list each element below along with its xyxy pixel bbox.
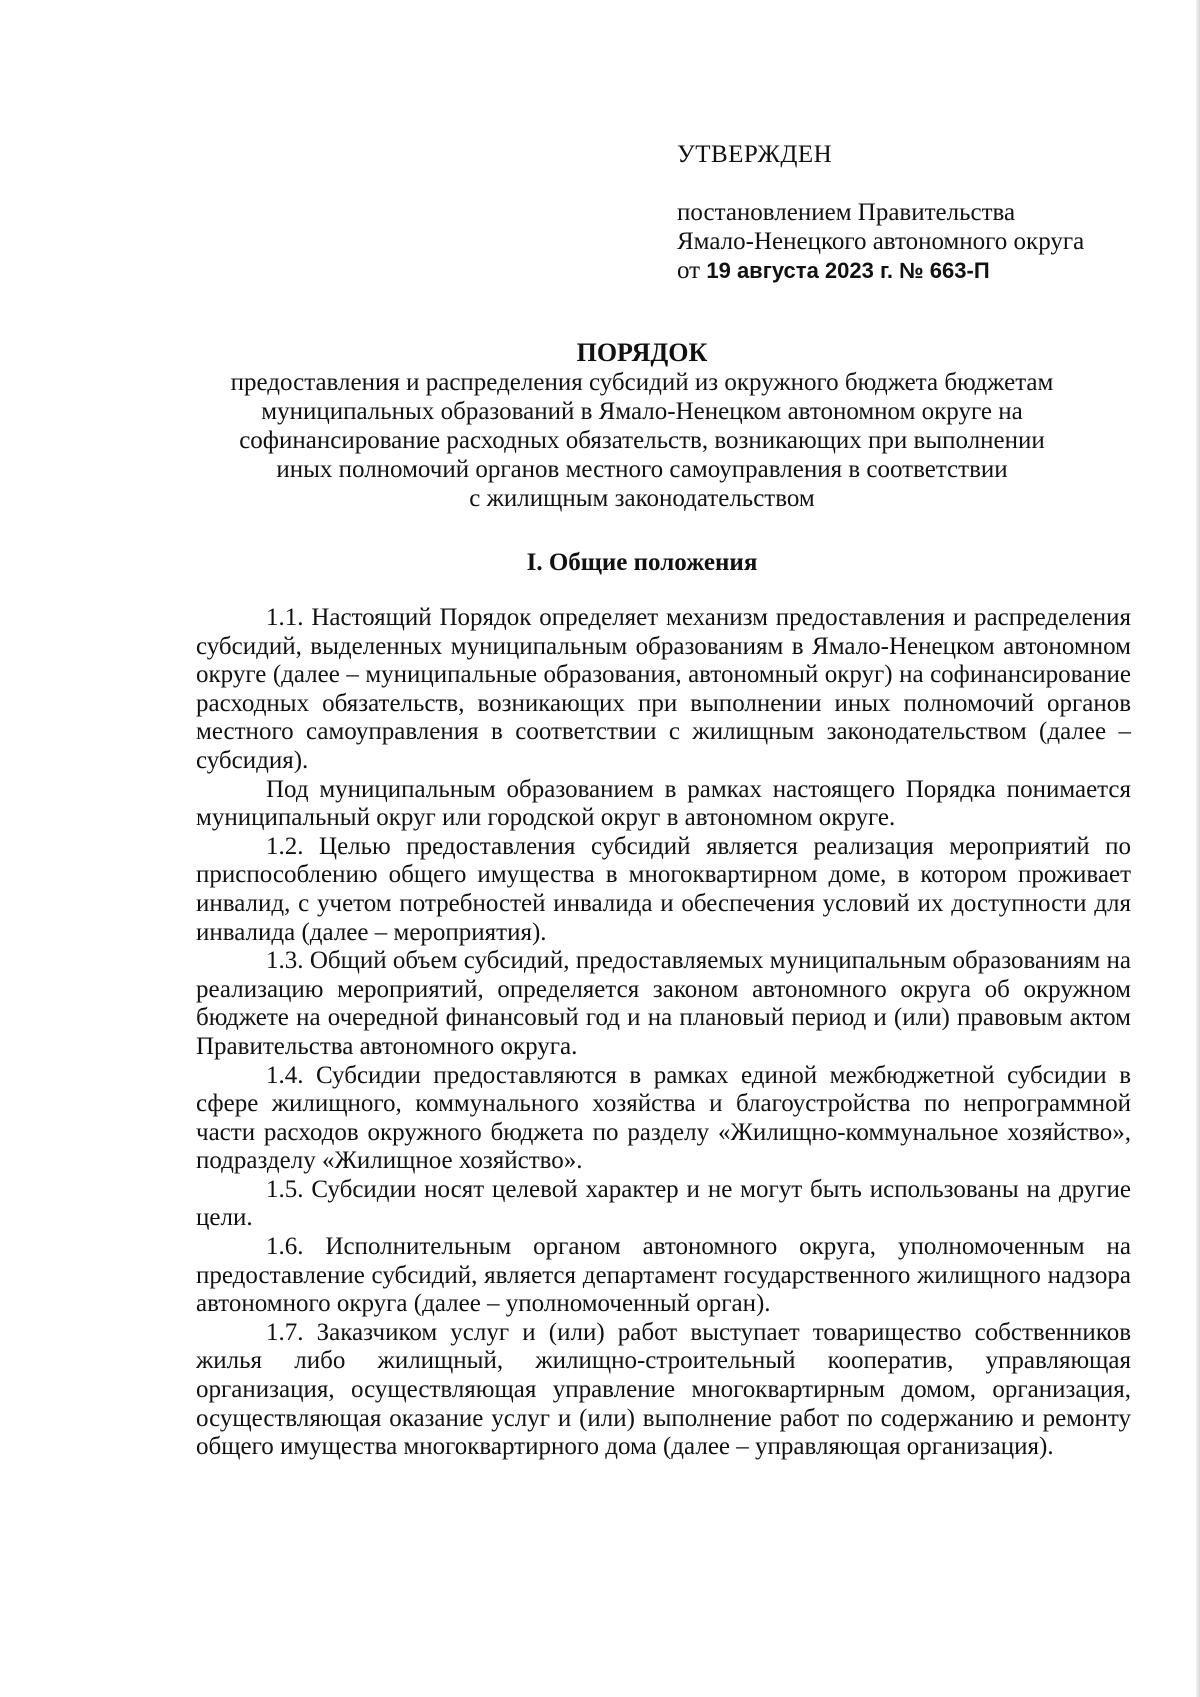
paragraph-1-5: 1.5. Субсидии носят целевой характер и не могут быть использованы на другие цели. xyxy=(196,1175,1131,1232)
document-subtitle-line: иных полномочий органов местного самоуправления в соответствии xyxy=(276,456,1008,483)
document-subtitle-line: с жилищным законодательством xyxy=(469,485,815,512)
section-body xyxy=(196,604,1131,1462)
approval-date-line xyxy=(677,256,1157,285)
document-subtitle-line: софинансирование расходных обязательств, возникающих при выполнении xyxy=(239,427,1045,454)
document-subtitle-line: предоставления и распределения субсидий из окружного бюджета бюджетам xyxy=(230,369,1054,396)
paragraph-1-1: 1.1. Настоящий Порядок определяет механизм предоставления и распределения субсидий, выделенных муниципальным образованиям в Ямало-Ненецком автономном округе (далее – муниципальные образования, автономный округ) на софинансирование расходных обязательств, возникающих при выполнении иных полномочий органов местного самоуправления в соответствии с жилищным законодательством (далее – субсидия). xyxy=(196,604,1131,774)
paragraph-1-2: 1.2. Целью предоставления субсидий является реализация мероприятий по приспособлению общего имущества в многоквартирном доме, в котором проживает инвалид, с учетом потребностей инвалида и обеспечения условий их доступности для инвалида (далее – мероприятия). xyxy=(196,832,1131,946)
approval-line-1: постановлением Правительства xyxy=(677,199,1016,226)
document-title-block xyxy=(196,338,1088,513)
section-heading: I. Общие положения xyxy=(526,549,758,576)
approval-line-2: Ямало-Ненецкого автономного округа xyxy=(677,228,1085,255)
paragraph-1-7: 1.7. Заказчиком услуг и (или) работ выступает товарищество собственников жилья либо жилищный, жилищно-строительный кооператив, управляющая организация, осуществляющая управление многоквартирным домом, организация, осуществляющая оказание услуг и (или) выполнение работ по содержанию и ремонту общего имущества многоквартирного дома (далее – управляющая организация). xyxy=(196,1318,1131,1461)
paragraph-definition: Под муниципальным образованием в рамках настоящего Порядка понимается муниципальный округ или городской округ в автономном округе. xyxy=(196,775,1131,832)
paragraph-1-6: 1.6. Исполнительным органом автономного округа, уполномоченным на предоставление субсидий, является департамент государственного жилищного надзора автономного округа (далее – уполномоченный орган). xyxy=(196,1233,1131,1318)
paragraph-1-3: 1.3. Общий объем субсидий, предоставляемых муниципальным образованиям на реализацию мероприятий, определяется законом автономного округа об окружном бюджете на очередной финансовый год и на плановый период и (или) правовым актом Правительства автономного округа. xyxy=(196,947,1131,1060)
document-title: ПОРЯДОК xyxy=(576,338,708,367)
approval-date-prefix: от xyxy=(677,257,701,284)
scan-edge xyxy=(1196,0,1200,1697)
approval-block xyxy=(677,140,1157,285)
paragraph-1-4: 1.4. Субсидии предоставляются в рамках единой межбюджетной субсидии в сфере жилищного, коммунального хозяйства и благоустройства по непрограммной части расходов окружного бюджета по разделу «Жилищно-коммунальное хозяйство», подразделу «Жилищное хозяйство». xyxy=(196,1061,1131,1175)
approved-title: УТВЕРЖДЕН xyxy=(677,141,833,168)
document-subtitle-line: муниципальных образований в Ямало-Ненецком автономном округе на xyxy=(261,398,1023,425)
approval-date-value: 19 августа 2023 г. № 663-П xyxy=(706,258,990,283)
